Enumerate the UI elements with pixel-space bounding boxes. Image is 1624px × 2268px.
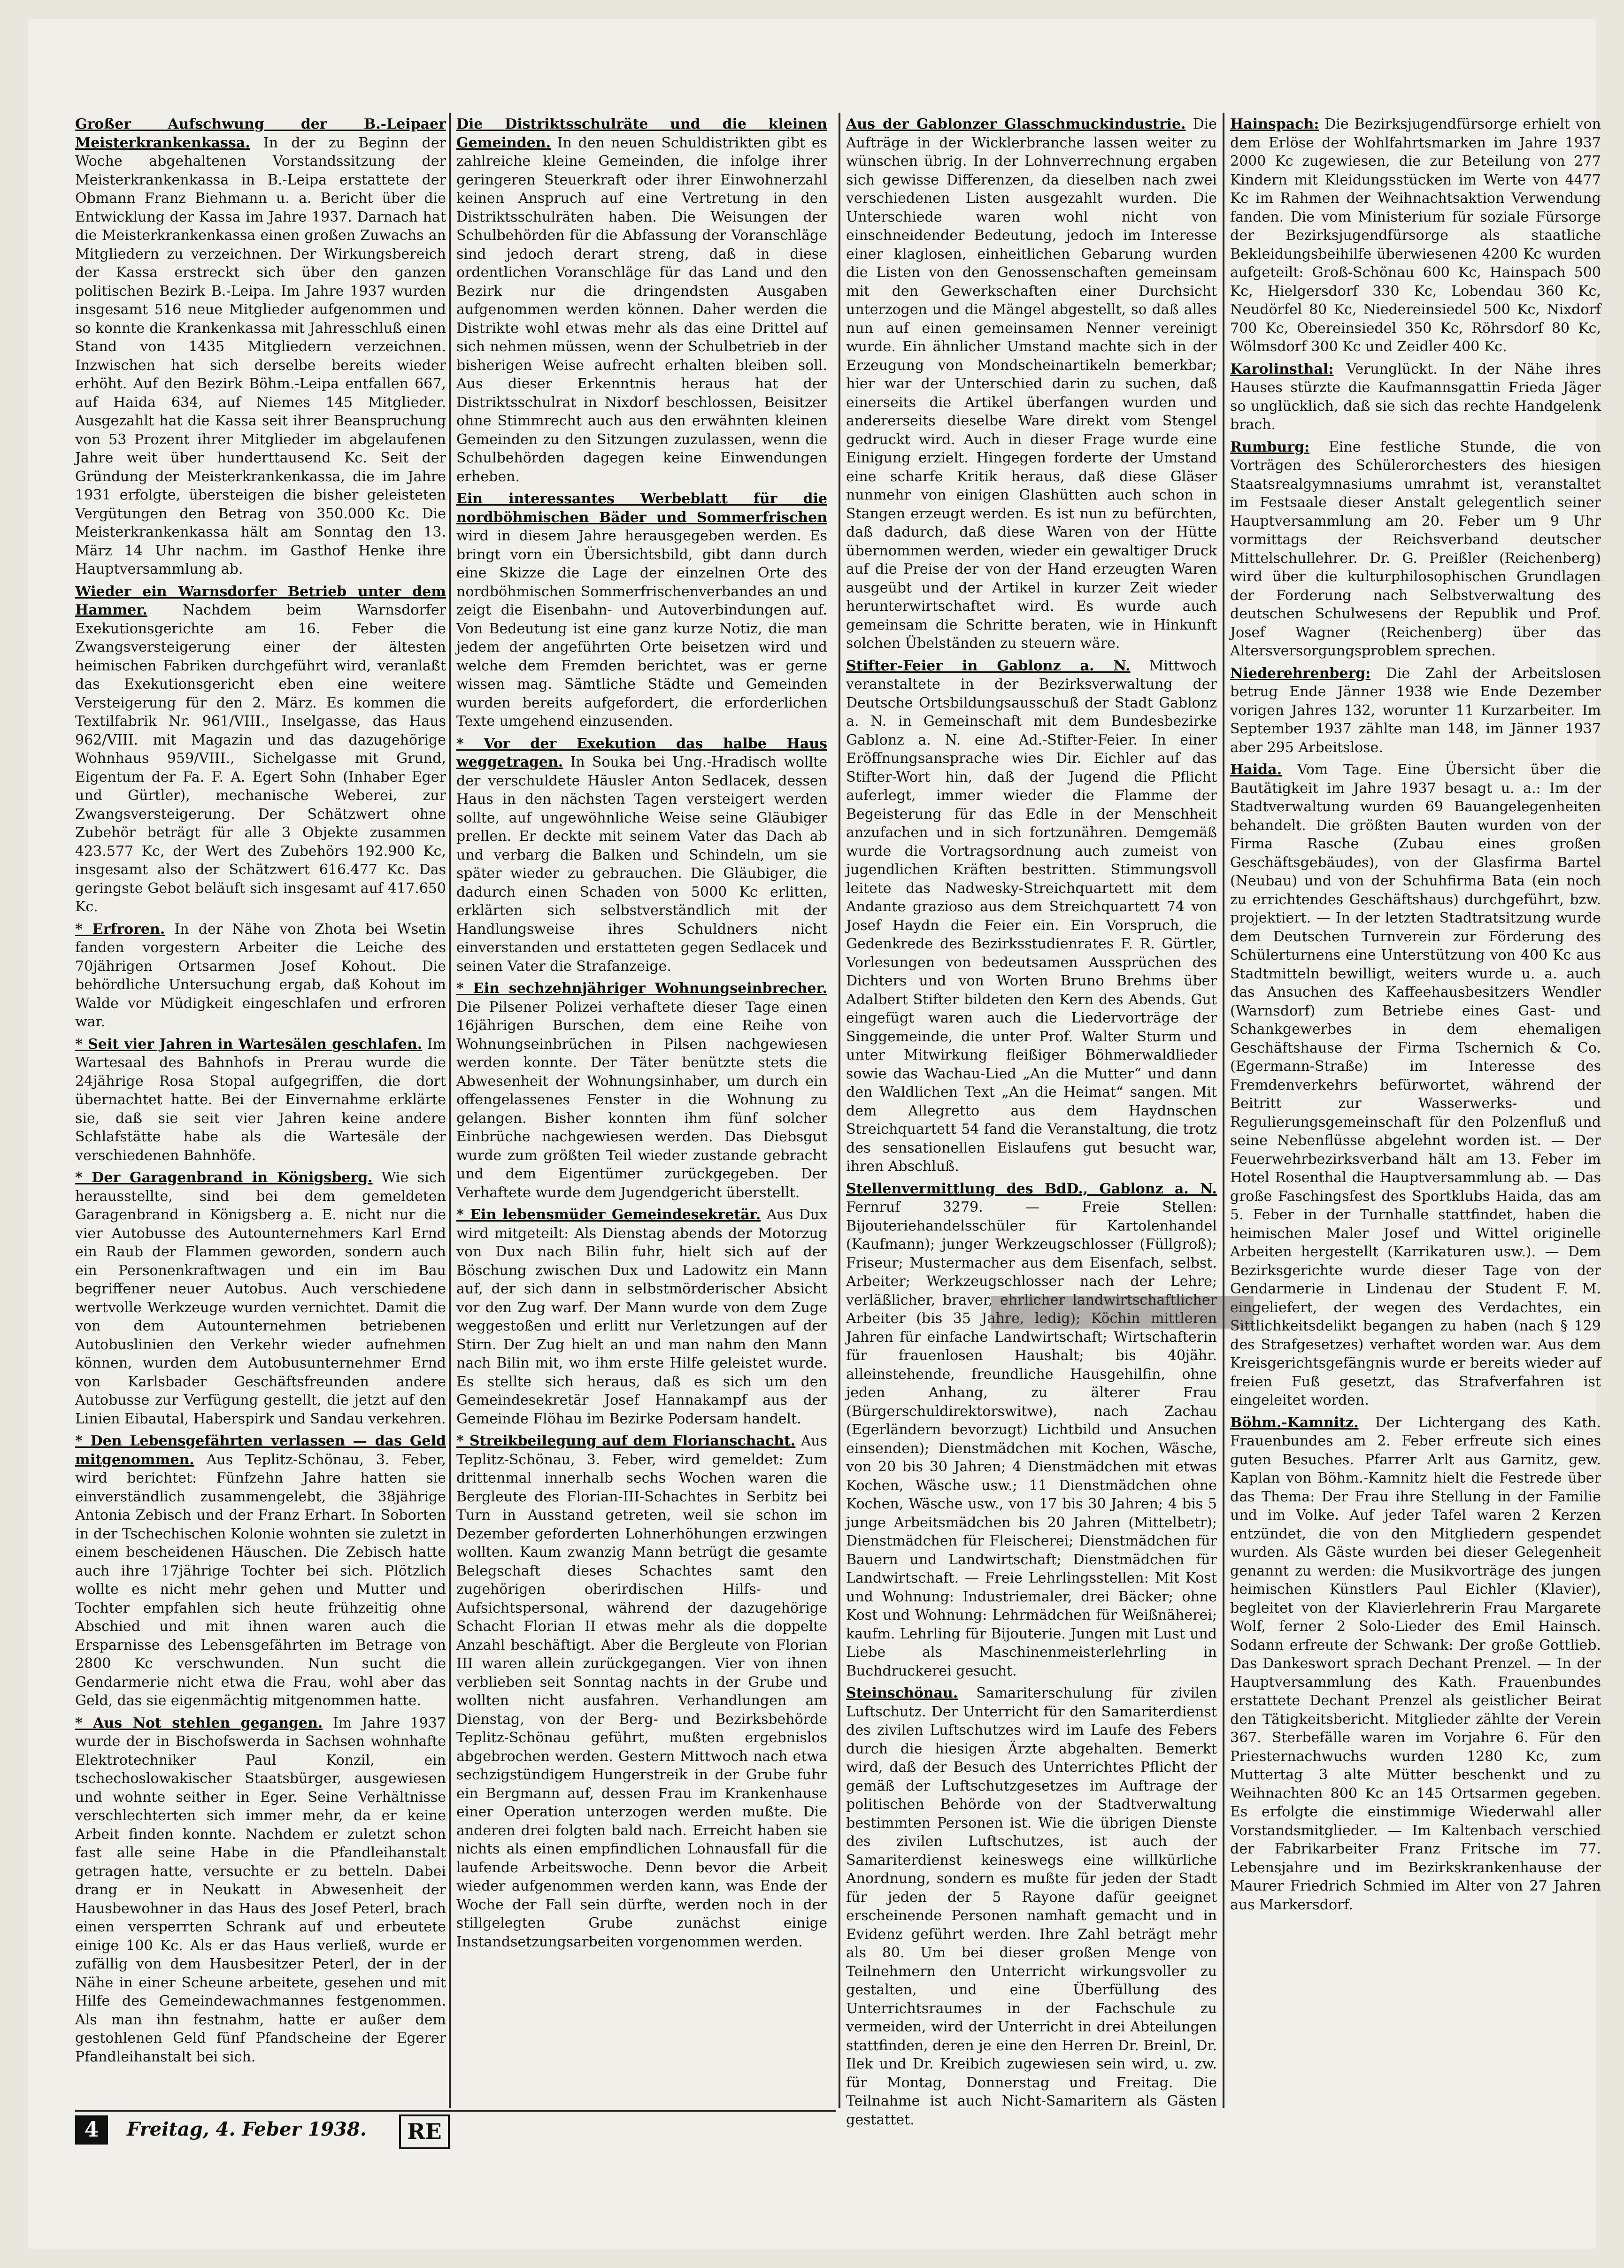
article-text: In den neuen Schuldistrikten gibt es zahlreiche kleine Gemeinden, die infolge ihrer geringeren Steuerkraft oder ihrer Einwohnerzahl keinen Anspruch auf eine Vertretung in den Distriktsschulräten haben. Die Weisungen der Schulbehörden für die Abfassung der Voranschläge sind jedoch derart streng, daß in diese ordentlichen Voranschläge für das Land und den Bezirk nur die dringendsten Ausgaben aufgenommen werden können. Daher werden die Distrikte wohl etwas mehr als das eine Drittel auf sich nehmen müssen, wenn der Schulbetrieb in der bisherigen Weise aufrecht erhalten bleiben soll. Aus dieser Erkenntnis heraus hat der Distriktsschulrat in Nixdorf beschlossen, Beisitzer ohne Stimmrecht auch aus den erwähnten kleinen Gemeinden zu den Sitzungen zuzulassen, wenn die Schulbehörden dagegen keine Einwendungen erheben. <box>456 134 827 485</box>
article <box>846 657 1217 1176</box>
article <box>1230 438 1601 661</box>
article <box>456 1206 827 1428</box>
column-rule <box>839 113 840 2108</box>
article-headline: Rumburg: <box>1230 438 1310 455</box>
article-headline: Die Distriktsschulräte und die kleinen Gemeinden. <box>456 116 827 151</box>
smudged-area <box>991 1296 1254 1329</box>
article <box>456 115 827 486</box>
article <box>846 1180 1217 1681</box>
column-3 <box>846 115 1217 2128</box>
column-4 <box>1230 115 1601 2103</box>
article-text: Verunglückt. In der Nähe ihres Hauses stürzte die Kaufmannsgattin Frieda Jäger so unglücklich, daß sie sich das rechte Handgelenk brach. <box>1230 361 1601 433</box>
article <box>846 115 1217 653</box>
article-text: Die Zahl der Arbeitslosen betrug Ende Jänner 1938 wie Ende Dezember vorigen Jahres 132, worunter 11 Kurzarbeiter. Im September 1937 zählte man 148, im Jänner 1937 aber 295 Arbeitslose. <box>1230 665 1601 756</box>
article-text: Mittwoch veranstaltete in der Bezirksverwaltung der Deutsche Ortsbildungsausschuß der Stadt Gablonz a. N. in Gemeinschaft mit dem Bundesbezirke Gablonz a. N. eine Ad.-Stifter-Feier. In einer Eröffnungsansprache wies Dir. Eichler auf das Stifter-Wort hin, daß der Jugend die Pflicht auferlegt, immer wieder die Flamme der Begeisterung für das Edle in der Menschheit anzufachen und in sich fortzunähren. Demgemäß wurde die Vortragsordnung auch zumeist von jugendlichen Kräften bestritten. Stimmungsvoll leitete das Nadwesky-Streichquartett mit dem Andante grazioso aus dem Streichquartett 74 von Josef Haydn die Feier ein. Ein Vorspruch, die Gedenkrede des Bezirksstudienrates F. R. Gürtler, Vorlesungen von bedeutsamen Aussprüchen des Dichters und von Worten Bruno Brehms über Adalbert Stifter bildeten den Kern des Abends. Gut eingefügt waren auch die Liedervorträge der Singgemeinde, die unter Prof. Walter Sturm und unter Mitwirkung fleißiger Böhmerwaldlieder sowie das Wachau-Lied „An die Mutter“ und dann den Waldlichen Text „An die Heimat“ sangen. Mit dem Allegretto aus dem Haydnschen Streichquartett 54 fand die Veranstaltung, die trotz des sensationellen Eislaufens gut besucht war, ihren Abschluß. <box>846 657 1217 1175</box>
article-text: Die Pilsener Polizei verhaftete dieser Tage einen 16jährigen Burschen, dem eine Reihe von Wohnungseinbrüchen in Pilsen nachgewiesen werden konnte. Der Täter benützte stets die Abwesenheit der Wohnungsinhaber, um durch ein offengelassenes Fenster in die Wohnung zu gelangen. Bisher konnten ihm fünf solcher Einbrüche nachgewiesen werden. Das Diebsgut wurde zum größten Teil wieder zustande gebracht und dem Eigentümer zurückgegeben. Der Verhaftete wurde dem Jugendgericht überstellt. <box>456 999 827 1201</box>
article-headline: Ein interessantes Werbeblatt für die nordböhmischen Bäder und Sommerfrischen <box>456 491 827 526</box>
article-text: Wie sich herausstellte, sind bei dem gemeldeten Garagenbrand in Königsberg a. E. nicht nur die vier Autobusse des Autounternehmers Karl Ernd ein Raub der Flammen geworden, sondern auch ein Personenkraftwagen und ein im Bau begriffener neuer Autobus. Auch verschiedene wertvolle Werkzeuge wurden vernichtet. Damit die von dem Autounternehmen betriebenen Autobuslinien den Verkehr wieder aufnehmen können, wurden dem Autobusunternehmer Ernd von Karlsbader Geschäftsfreunden andere Autobusse zur Verfügung gestellt, die jetzt auf den Linien Eibautal, Haberspirk und Sandau verkehren. <box>75 1169 446 1427</box>
article-headline: Stifter-Feier in Gablonz a. N. <box>846 657 1131 674</box>
article <box>1230 1414 1601 1914</box>
article-text: Im Wartesaal des Bahnhofs in Prerau wurde die 24jährige Rosa Stopal aufgegriffen, die dort übernachtet hatte. Bei der Einvernahme erklärte sie, daß sie seit vier Jahren keine andere Schlafstätte habe als die Wartesäle der verschiedenen Bahnhöfe. <box>75 1036 446 1164</box>
article-text: Nachdem beim Warnsdorfer Exekutionsgerichte am 16. Feber die Zwangsversteigerung einer der ältesten heimischen Fabriken durchgeführt wird, veranlaßt das Exekutionsgericht eben eine weitere Versteigerung für den 2. März. Es kommen die Textilfabrik Nr. 961/VIII., Inselgasse, das Haus 962/VIII. mit Magazin und das dazugehörige Wohnhaus 959/VIII., Sichelgasse mit Grund, Eigentum der Fa. F. A. Egert Sohn (Inhaber Eger und Gürtler), mechanische Weberei, zur Zwangsversteigerung. Der Schätzwert ohne Zubehör beträgt für alle 3 Objekte zusammen 423.577 Kc, der Wert des Zubehörs 192.900 Kc, insgesamt also der Schätzwert 616.477 Kc. Das geringste Gebot beläuft sich insgesamt auf 417.650 Kc. <box>75 602 446 915</box>
article-text: Aus Teplitz-Schönau, 3. Feber, wird berichtet: Fünfzehn Jahre hatten sie einverständlich zusammengelebt, die 38jährige Antonia Zebisch und der Franz Erhart. In Soborten in der Tschechischen Kolonie wohnten sie zuletzt in einem bescheidenen Häuschen. Die Zebisch hatte auch ihre 17jährige Tochter bei sich. Plötzlich wollte es nicht mehr gehen und Mutter und Tochter empfahlen sich heute frühzeitig ohne Abschied und mit ihnen waren auch die Ersparnisse des Lebensgefährten im Betrage von 2800 Kc verschwunden. Nun sucht die Gendarmerie nicht etwa die Frau, wohl aber das Geld, das sie eigenmächtig mitgenommen hatte. <box>75 1451 446 1709</box>
article <box>75 920 446 1031</box>
article-headline: * Erfroren. <box>75 921 165 938</box>
column-rule <box>449 113 451 2108</box>
column-rule <box>1223 113 1224 2108</box>
page-footer <box>75 2110 836 2149</box>
article <box>1230 664 1601 757</box>
article-headline: * Den Lebensgefährten verlassen — das Geld mitgenommen. <box>75 1433 446 1468</box>
article <box>456 735 827 976</box>
page-number: 4 <box>75 2115 108 2145</box>
article-text: Vom Tage. Eine Übersicht über die Bautätigkeit im Jahre 1937 besagt u. a.: Im der Stadtverwaltung wurden 69 Bauangelegenheiten behandelt. Die größten Bauten wurden von der Firma Rasche (Zubau eines großen Geschäftsgebäudes), von der Glasfirma Bartel (Neubau) und von der Schuhfirma Bata (ein noch zu errichtendes Geschäftshaus) durchgeführt, bzw. projektiert. — In der letzten Stadtratsitzung wurde dem Deutschen Turnverein zur Förderung des Schülerturnens eine Unterstützung von 400 Kc aus Stadtmitteln bewilligt, weiters wurde u. a. auch das Ansuchen des Kaffeehausbesitzers Wendler (Warnsdorf) zum Betriebe eines Gast- und Schankgewerbes in dem ehemaligen Geschäftshause der Firma Tschernich & Co. (Egermann-Straße) im Interesse des Fremdenverkehrs befürwortet, während der Beitritt zur Wasserwerks- und Regulierungsgemeinschaft für den Polzenfluß und seine Nebenflüsse abgelehnt worden ist. — Der Feuerwehrbezirksverband hält am 13. Feber im Hotel Rosenthal die Hauptversammlung ab. — Das große Faschingsfest des Sportklubs Haida, das am 5. Feber in der Turnhalle stattfindet, haben die heimischen Maler Josef und Wittel originelle Arbeiten hergestellt (Karrikaturen usw.). — Dem Bezirksgerichte wurde dieser Tage von der Gendarmerie in Lindenau der Student F. M. eingeliefert, der wegen des Verdachtes, ein Sittlichkeitsdelikt begangen zu haben (nach § 129 des Strafgesetzes) verhaftet worden war. Aus dem Kreisgerichtsgefängnis wurde er bereits wieder auf freien Fuß gesetzt, das Strafverfahren ist eingeleitet worden. <box>1230 761 1601 1408</box>
article-headline: Haida. <box>1230 761 1282 778</box>
article-headline: * Seit vier Jahren in Wartesälen geschlafen. <box>75 1036 423 1053</box>
article-headline: * Vor der Exekution das halbe Haus weggetragen. <box>456 735 827 770</box>
article-text: Fernruf 3279. — Freie Stellen: Bijouteriehandelsschüler für Kartolenhandel (Kaufmann); junger Werkzeugschlosser (Füllgroß); Friseur; Mustermacher aus dem Eisenfach, selbst. Arbeiter; Werkzeugschlosser nach der Lehre; verläßlicher, braver, ehrlicher landwirtschaftlicher Arbeiter (bis 35 Jahre, ledig); Köchin mittleren Jahren für einfache Landwirtschaft; Wirtschafterin für frauenlosen Haushalt; bis 40jähr. alleinstehende, freundliche Hausgehilfin, ohne jeden Anhang, zu älterer Frau (Bürgerschuldirektorswitwe), nach Zachau (Egerländern bevorzugt) Lichtbild und Ansuchen einsenden); Dienstmädchen mit Kochen, Wäsche, von 20 bis 30 Jahren; 4 Dienstmädchen mit etwas Kochen, Wäsche usw.; 11 Dienstmädchen ohne Kochen, Wäsche usw., von 17 bis 30 Jahren; 4 bis 5 junge Arbeitsmädchen bis 20 Jahren (Mittelbetr); Dienstmädchen für Fleischerei; Dienstmädchen für Bauern und Landwirtschaft; Dienstmädchen für Landwirtschaft. — Freie Lehrlingsstellen: Mit Kost und Wohnung: Industriemaler, drei Bäcker; ohne Kost und Wohnung: Lehrmädchen für Weißnäherei; kaufm. Lehrling für Bijouterie. Jungen mit Lust und Liebe als Maschinenmeisterlehrling in Buchdruckerei gesucht. <box>846 1199 1217 1679</box>
article-headline: Wieder ein Warnsdorfer Betrieb unter dem Hammer. <box>75 583 446 618</box>
article-headline: Böhm.-Kamnitz. <box>1230 1414 1359 1431</box>
article-text: Eine festliche Stunde, die von Vorträgen des Schülerorchesters des hiesigen Staatsrealgymnasiums umrahmt ist, veranstaltet im Festsaale dieser Anstalt gelegentlich seiner Hauptversammlung am 20. Feber um 9 Uhr vormittags der Reichsverband deutscher Mittelschullehrer. Dr. G. Preißler (Reichenberg) wird über die kulturphilosophischen Grundlagen der Forderung nach Selbstverwaltung des deutschen Schulwesens der Republik und Prof. Josef Wagner (Reichenberg) über das Altersversorgungsproblem sprechen. <box>1230 438 1601 659</box>
article-text: Die Aufträge in der Wicklerbranche lassen weiter zu wünschen übrig. In der Lohnverrechnung ergaben sich gewisse Differenzen, da dieselben nach zwei verschiedenen Listen ausgezahlt wurden. Die Unterschiede waren wohl nicht von einschneidender Bedeutung, jedoch im Interesse einer klaglosen, einheitlichen Gebarung wurden die Listen von den Genossenschaften gemeinsam mit den Gewerkschaften einer Durchsicht unterzogen und die Mängel abgestellt, so daß alles nun auf einen gemeinsamen Nenner vereinigt wurde. Ein ähnlicher Umstand machte sich in der Erzeugung von Mondscheinartikeln bemerkbar; hier war der Unterschied darin zu suchen, daß einerseits die Artikel überfangen wurden und andererseits dieselbe Ware direkt vom Stengel gedruckt wird. Auch in dieser Frage wurde eine Einigung erzielt. Hingegen forderte der Umstand eine scharfe Kritik heraus, daß diese Gläser nunmehr von einigen Glashütten auch schon in Stangen erzeugt werden. Es ist nun zu befürchten, daß dadurch, daß diese Waren von der Hütte übernommen werden, wieder ein gewaltiger Druck auf die Preise der von der Hand erzeugten Waren ausgeübt und der Artikel in kurzer Zeit wieder herunterwirtschaftet wird. Es wurde auch gemeinsam die Schritte beraten, wie in Hinkunft solchen Übelständen zu steuern wäre. <box>846 116 1217 652</box>
article <box>75 1169 446 1428</box>
article-headline: Großer Aufschwung der B.-Leipaer Meisterkrankenkassa. <box>75 116 446 151</box>
article-headline: Aus der Gablonzer Glasschmuckindustrie. <box>846 116 1186 132</box>
article-text: In Souka bei Ung.-Hradisch wollte der verschuldete Häusler Anton Sedlacek, dessen Haus in den nächsten Tagen versteigert werden sollte, auf ungewöhnliche Weise seine Gläubiger prellen. Er deckte mit seinem Vater das Dach ab und verbarg die Balken und Schindeln, um sie später wieder zu gebrauchen. Die Gläubiger, die dadurch einen Schaden von 5000 Kc erlitten, erklärten sich selbstverständlich mit der Handlungsweise ihres Schuldners nicht einverstanden und erstatteten gegen Sedlacek und seinen Vater die Strafanzeige. <box>456 754 827 975</box>
article-headline: Karolinsthal: <box>1230 361 1334 377</box>
article <box>456 979 827 1202</box>
article <box>75 1035 446 1165</box>
article <box>75 1714 446 2067</box>
column-2 <box>456 115 827 2103</box>
article-headline: Stellenvermittlung des BdD., Gablonz a. N. <box>846 1180 1217 1197</box>
article <box>1230 115 1601 356</box>
article-headline: Steinschönau. <box>846 1685 958 1701</box>
article-headline: * Ein lebensmüder Gemeindesekretär. <box>456 1207 761 1223</box>
article-text: In der Nähe von Zhota bei Wsetin fanden vorgestern Arbeiter die Leiche des 70jährigen Ortsarmen Josef Kohout. Die behördliche Untersuchung ergab, daß Kohout im Walde vor Müdigkeit eingeschlafen und erfroren war. <box>75 921 446 1030</box>
article-text: Samariterschulung für zivilen Luftschutz. Der Unterricht für den Samariterdienst des zivilen Luftschutzes wird im Laufe des Febers durch die hiesigen Ärzte abgehalten. Bemerkt wird, daß der Besuch des Unterrichtes Pflicht der gemäß der Luftschutzgesetzes im Auftrage der politischen Behörde von der Stadtverwaltung bestimmten Personen ist. Wie die übrigen Dienste des zivilen Luftschutzes, ist auch der Samariterdienst keineswegs eine willkürliche Anordnung, sondern es mußte für jeden der Stadt für jeden der 5 Rayone dafür geeignet erscheinende Personen namhaft gemacht und in Evidenz geführt werden. Ihre Zahl beträgt mehr als 80. Um bei dieser großen Menge von Teilnehmern den Unterricht wirkungsvoller zu gestalten, und eine Überfüllung des Unterrichtsraumes in der Fachschule zu vermeiden, wird der Unterricht in drei Abteilungen stattfinden, deren je eine den Herren Dr. Breinl, Dr. Ilek und Dr. Kreibich zugewiesen sein wird, u. zw. für Montag, Donnerstag und Freitag. Die Teilnahme ist auch Nicht-Samaritern als Gästen gestattet. <box>846 1685 1217 2128</box>
article-text: Aus Teplitz-Schönau, 3. Feber, wird gemeldet: Zum drittenmal innerhalb sechs Wochen waren die Bergleute des Florian-III-Schachtes in Serbitz bei Turn in Ausstand getreten, weil sie schon im Dezember geforderten Lohnerhöhungen erzwingen wollten. Kaum zwanzig Mann betrügt die gesamte Belegschaft dieses Schachtes samt den zugehörigen oberirdischen Hilfs- und Aufsichtspersonal, während der dazugehörige Schacht Florian II etwas mehr als die doppelte Anzahl beschäftigt. Aber die Bergleute von Florian III waren allein zurückgegangen. Vier von ihnen verblieben seit Sonntag nachts in der Grube und wollten nicht ausfahren. Verhandlungen am Dienstag, von der Berg- und Bezirksbehörde Teplitz-Schönau geführt, mußten ergebnislos abgebrochen werden. Gestern Mittwoch nach etwa sechzigstündigem Hungerstreik in der Grube fuhr ein Bergmann auf, dessen Frau im Krankenhause einer Operation unterzogen werden mußte. Die anderen drei folgten bald nach. Erreicht haben sie nichts als einen empfindlichen Lohnausfall für die laufende Arbeitswoche. Denn bevor die Arbeit wieder aufgenommen werden kann, was Ende der Woche der Fall sein dürfte, werden noch in der stillgelegten Grube zunächst einige Instandsetzungsarbeiten vorgenommen werden. <box>456 1433 827 1950</box>
article <box>846 1684 1217 2129</box>
column-1 <box>75 115 446 2103</box>
article-headline: * Aus Not stehlen gegangen. <box>75 1714 323 1731</box>
article-headline: * Der Garagenbrand in Königsberg. <box>75 1169 373 1186</box>
article <box>456 1432 827 1951</box>
article-text: Aus Dux wird mitgeteilt: Als Dienstag abends der Motorzug von Dux nach Bilin fuhr, hielt sich auf der Böschung zwischen Dux und Ladowitz ein Mann auf, der sich dann in selbstmörderischer Absicht vor den Zug warf. Der Mann wurde von dem Zuge weggestoßen und erlitt nur Verletzungen auf der Stirn. Der Zug hielt an und man nahm den Mann nach Bilin mit, wo ihm erste Hilfe geleistet wurde. Es stellte sich heraus, daß es sich um den Gemeindesekretär Josef Hannakampf aus der Gemeinde Flöhau im Bezirke Podersam handelt. <box>456 1207 827 1427</box>
article-text: wird in diesem Jahre herausgegeben werden. Es bringt vorn ein Übersichtsbild, gibt dann durch eine Skizze die Lage der einzelnen Orte des nordböhmischen Sommerfrischenverbandes an und zeigt die Eisenbahn- und Autoverbindungen auf. Von Bedeutung ist eine ganz kurze Notiz, die man jedem der angeführten Orte beisetzen wird und welche dem Fremden berichtet, was er gerne wissen mag. Sämtliche Städte und Gemeinden wurden bereits aufgefordert, die erforderlichen Texte umgehend einzusenden. <box>456 528 827 730</box>
issue-date: Freitag, 4. Feber 1938. <box>127 2118 367 2140</box>
article <box>1230 360 1601 434</box>
article-text: In der zu Beginn der Woche abgehaltenen Vorstandssitzung der Meisterkrankenkassa in B.-Leipa erstattete der Obmann Franz Biehmann u. a. Bericht über die Entwicklung der Kassa im Jahre 1937. Darnach hat die Meisterkrankenkassa einen großen Zuwachs an Mitgliedern zu verzeichnen. Der Wirkungsbereich der Kassa erstreckt sich über den ganzen politischen Bezirk B.-Leipa. Im Jahre 1937 wurden insgesamt 516 neue Mitglieder aufgenommen und so konnte die Krankenkassa mit Jahresschluß einen Stand von 1435 Mitgliedern verzeichnen. Inzwischen hat sich derselbe bereits wieder erhöht. Auf den Bezirk Böhm.-Leipa entfallen 667, auf Haida 634, auf Niemes 145 Mitglieder. Ausgezahlt hat die Kassa seit ihrer Beanspruchung von 53 Prozent ihrer Mitglieder im abgelaufenen Jahre weit über hunderttausend Kc. Seit der Gründung der Meisterkrankenkassa, die im Jahre 1931 erfolgte, übersteigen die bisher geleisteten Vergütungen den Betrag von 350.000 Kc. Die Meisterkrankenkassa hält am Sonntag den 13. März 14 Uhr nachm. im Gasthof Henke ihre Hauptversammlung ab. <box>75 134 446 577</box>
article-headline: Niederehrenberg: <box>1230 665 1371 682</box>
article-text: Der Lichtergang des Kath. Frauenbundes am 2. Feber erfreute sich eines guten Besuches. Pfarrer Arlt aus Garnitz, gew. Kaplan von Böhm.-Kamnitz hielt die Festrede über das Thema: Der Frau ihre Stellung in der Familie und im Volke. Auf jeder Tafel waren 2 Kerzen entzündet, die von den Mitgliedern gespendet wurden. Als Gäste wurden bei dieser Gelegenheit genannt zu werden: die Musikvorträge des jungen heimischen Künstlers Paul Eichler (Klavier), begleitet von der Klavierlehrerin Frau Margarete Wolf, ferner 2 Solo-Lieder des Emil Hainsch. Sodann erfreute der Schwank: Der große Gottlieb. Das Dankeswort sprach Dechant Prenzel. — In der Hauptversammlung des Kath. Frauenbundes erstattete Dechant Prenzel als geistlicher Beirat den Tätigkeitsbericht. Mitglieder zählte der Verein 367. Sterbefälle waren im Vorjahre 6. Für den Priesternachwuchs wurden 1280 Kc, zum Muttertag 3 alte Mütter beschenkt und zu Weihnachten 800 Kc an 145 Ortsarmen gegeben. Es erfolgte die einstimmige Wiederwahl aller Vorstandsmitglieder. — Im Kaltenbach verschied der Fabrikarbeiter Franz Fritsche im 77. Lebensjahre und im Bezirkskrankenhause der Maurer Friedrich Schmied im Alter von 27 Jahren aus Markersdorf. <box>1230 1414 1601 1913</box>
article-headline: * Streikbeilegung auf dem Florianschacht. <box>456 1433 796 1449</box>
article-headline: Hainspach: <box>1230 116 1319 132</box>
article-text: Im Jahre 1937 wurde der in Bischofswerda in Sachsen wohnhafte Elektrotechniker Paul Konzil, ein tschechoslowakischer Staatsbürger, ausgewiesen und wohnte seither in Eger. Seine Verhältnisse verschlechterten sich immer mehr, da er keine Arbeit finden konnte. Nachdem er zuletzt schon fast alle seine Habe in die Pfandleihanstalt getragen hatte, versuchte er zu betteln. Dabei drang er in Neukatt in Abwesenheit der Hausbewohner in das Haus des Josef Peterl, brach einen versperrten Schrank auf und erbeutete einige 100 Kc. Als er das Haus verließ, wurde er zufällig von dem Hausbesitzer Peterl, der in der Nähe in einer Scheune arbeitete, gesehen und mit Hilfe des Gemeindewachmannes festgenommen. Als man ihn festnahm, hatte er außer dem gestohlenen Geld fünf Pfandscheine der Egerer Pfandleihanstalt bei sich. <box>75 1714 446 2065</box>
article-headline: * Ein sechzehnjähriger Wohnungseinbrecher. <box>456 980 827 997</box>
article <box>1230 761 1601 1410</box>
article <box>75 1432 446 1710</box>
article <box>75 583 446 916</box>
publisher-logo: RE <box>399 2114 450 2149</box>
article <box>75 115 446 579</box>
newspaper-page <box>28 19 1601 2249</box>
article-text: Die Bezirksjugendfürsorge erhielt von dem Erlöse der Wohlfahrtsmarken im Jahre 1937 2000 Kc zugewiesen, die zur Beteilung von 277 Kindern mit Kleidungsstücken im Werte von 4477 Kc im Rahmen der Weihnachtsaktion Verwendung fanden. Die vom Ministerium für soziale Fürsorge der Bezirksjugendfürsorge als staatliche Bekleidungsbeihilfe überwiesenen 4200 Kc wurden aufgeteilt: Groß-Schönau 600 Kc, Hainspach 500 Kc, Hielgersdorf 330 Kc, Lobendau 360 Kc, Neudörfel 80 Kc, Niedereinsiedel 500 Kc, Nixdorf 700 Kc, Obereinsiedel 350 Kc, Röhrsdorf 80 Kc, Wölmsdorf 300 Kc und Zeidler 400 Kc. <box>1230 116 1601 355</box>
article <box>456 490 827 731</box>
